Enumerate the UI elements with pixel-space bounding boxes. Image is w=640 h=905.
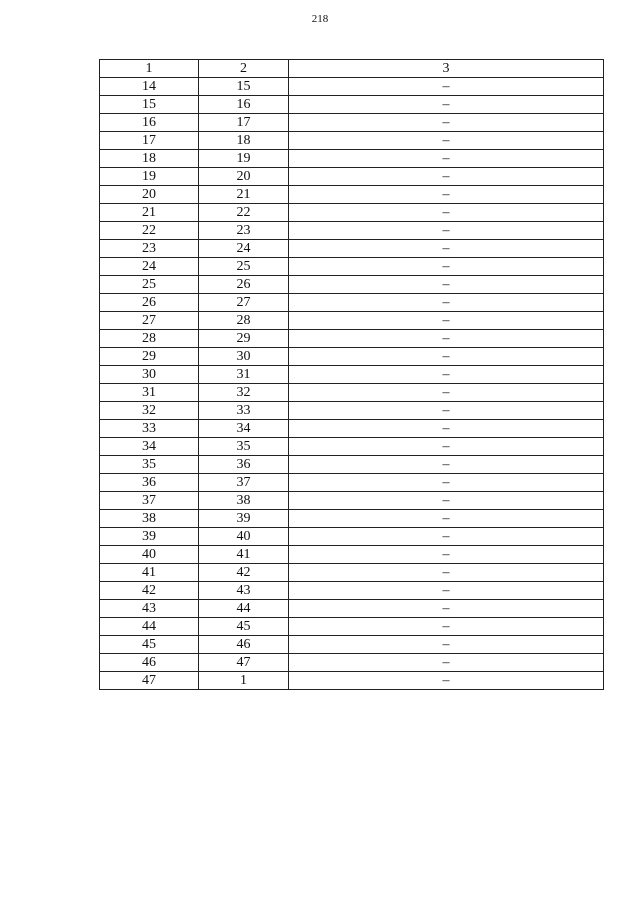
table-cell: 17 xyxy=(100,132,199,150)
table-cell: 15 xyxy=(100,96,199,114)
column-header: 2 xyxy=(199,60,289,78)
table-cell: – xyxy=(289,420,604,438)
table-cell: 28 xyxy=(199,312,289,330)
table-cell: 33 xyxy=(100,420,199,438)
table-cell: 30 xyxy=(199,348,289,366)
table-row xyxy=(100,618,604,636)
table-cell: 20 xyxy=(199,168,289,186)
table-row xyxy=(100,366,604,384)
table-row xyxy=(100,348,604,366)
table-row xyxy=(100,600,604,618)
table-cell: – xyxy=(289,510,604,528)
table-cell: 20 xyxy=(100,186,199,204)
table-cell: 29 xyxy=(199,330,289,348)
table-cell: 40 xyxy=(199,528,289,546)
table-row xyxy=(100,240,604,258)
table-row xyxy=(100,636,604,654)
table-cell: 37 xyxy=(100,492,199,510)
table-row xyxy=(100,582,604,600)
table-cell: 27 xyxy=(100,312,199,330)
table-row xyxy=(100,492,604,510)
table-cell: – xyxy=(289,474,604,492)
table-cell: 35 xyxy=(199,438,289,456)
table-cell: 22 xyxy=(199,204,289,222)
table-cell: – xyxy=(289,438,604,456)
table-cell: – xyxy=(289,330,604,348)
table-row xyxy=(100,222,604,240)
table-row xyxy=(100,330,604,348)
table-cell: 45 xyxy=(199,618,289,636)
table-cell: 19 xyxy=(199,150,289,168)
table-cell: 15 xyxy=(199,78,289,96)
table-cell: 42 xyxy=(100,582,199,600)
table-row xyxy=(100,528,604,546)
table-cell: 17 xyxy=(199,114,289,132)
table-cell: 16 xyxy=(199,96,289,114)
table-cell: – xyxy=(289,636,604,654)
column-header: 3 xyxy=(289,60,604,78)
table-cell: – xyxy=(289,258,604,276)
table-row xyxy=(100,96,604,114)
table-cell: 21 xyxy=(100,204,199,222)
table-cell: 36 xyxy=(199,456,289,474)
table-row xyxy=(100,420,604,438)
table-cell: 14 xyxy=(100,78,199,96)
table-cell: 21 xyxy=(199,186,289,204)
table-cell: – xyxy=(289,456,604,474)
table-cell: – xyxy=(289,312,604,330)
table-cell: – xyxy=(289,78,604,96)
table-cell: 23 xyxy=(100,240,199,258)
table-cell: – xyxy=(289,150,604,168)
table-cell: 45 xyxy=(100,636,199,654)
table-cell: – xyxy=(289,528,604,546)
table-cell: – xyxy=(289,546,604,564)
table-cell: 33 xyxy=(199,402,289,420)
table-cell: 31 xyxy=(199,366,289,384)
table-cell: 1 xyxy=(199,672,289,690)
table-cell: – xyxy=(289,168,604,186)
table-cell: – xyxy=(289,204,604,222)
table-cell: – xyxy=(289,384,604,402)
table-cell: 31 xyxy=(100,384,199,402)
table-row xyxy=(100,276,604,294)
table-cell: – xyxy=(289,366,604,384)
data-table xyxy=(99,59,604,690)
table-cell: – xyxy=(289,348,604,366)
table-cell: 25 xyxy=(199,258,289,276)
table-cell: 40 xyxy=(100,546,199,564)
table-cell: 19 xyxy=(100,168,199,186)
table-cell: 16 xyxy=(100,114,199,132)
page-number: 218 xyxy=(311,13,329,25)
table-cell: 32 xyxy=(100,402,199,420)
table-row xyxy=(100,312,604,330)
table-row xyxy=(100,168,604,186)
table-cell: 37 xyxy=(199,474,289,492)
table-cell: 44 xyxy=(199,600,289,618)
table-cell: 30 xyxy=(100,366,199,384)
table-cell: – xyxy=(289,654,604,672)
table-row xyxy=(100,438,604,456)
table-cell: – xyxy=(289,582,604,600)
table-cell: 42 xyxy=(199,564,289,582)
table-cell: 39 xyxy=(100,528,199,546)
table-cell: 46 xyxy=(100,654,199,672)
table-row xyxy=(100,456,604,474)
table-cell: 24 xyxy=(100,258,199,276)
table-cell: – xyxy=(289,294,604,312)
table-cell: 39 xyxy=(199,510,289,528)
table-cell: 38 xyxy=(199,492,289,510)
table-cell: – xyxy=(289,276,604,294)
table-cell: 29 xyxy=(100,348,199,366)
table-cell: – xyxy=(289,402,604,420)
table-cell: 22 xyxy=(100,222,199,240)
table-row xyxy=(100,402,604,420)
table-cell: 34 xyxy=(199,420,289,438)
table-row xyxy=(100,654,604,672)
table-row xyxy=(100,186,604,204)
table-cell: 41 xyxy=(199,546,289,564)
table-row xyxy=(100,546,604,564)
table-cell: – xyxy=(289,618,604,636)
table-cell: 44 xyxy=(100,618,199,636)
table-cell: 43 xyxy=(100,600,199,618)
table-cell: 34 xyxy=(100,438,199,456)
table-cell: – xyxy=(289,114,604,132)
table-row xyxy=(100,114,604,132)
table-cell: 36 xyxy=(100,474,199,492)
table-row xyxy=(100,294,604,312)
table-row xyxy=(100,78,604,96)
table-cell: – xyxy=(289,186,604,204)
table-row xyxy=(100,564,604,582)
table-cell: 23 xyxy=(199,222,289,240)
table-cell: 27 xyxy=(199,294,289,312)
table-cell: – xyxy=(289,222,604,240)
table-cell: 24 xyxy=(199,240,289,258)
table-cell: 26 xyxy=(100,294,199,312)
table-header-row xyxy=(100,60,604,78)
table-cell: 41 xyxy=(100,564,199,582)
table-row xyxy=(100,474,604,492)
table-cell: 47 xyxy=(100,672,199,690)
table-row xyxy=(100,132,604,150)
table-cell: 28 xyxy=(100,330,199,348)
table-cell: – xyxy=(289,492,604,510)
table-cell: – xyxy=(289,96,604,114)
table-row xyxy=(100,204,604,222)
table-row xyxy=(100,672,604,690)
table-cell: 38 xyxy=(100,510,199,528)
table-cell: – xyxy=(289,240,604,258)
table-cell: 18 xyxy=(100,150,199,168)
table-row xyxy=(100,258,604,276)
table-cell: – xyxy=(289,564,604,582)
table-cell: 35 xyxy=(100,456,199,474)
table-cell: 47 xyxy=(199,654,289,672)
table-cell: 18 xyxy=(199,132,289,150)
table-cell: 46 xyxy=(199,636,289,654)
table-cell: 43 xyxy=(199,582,289,600)
table-row xyxy=(100,384,604,402)
table-cell: – xyxy=(289,132,604,150)
table-cell: 26 xyxy=(199,276,289,294)
column-header: 1 xyxy=(100,60,199,78)
table-cell: 25 xyxy=(100,276,199,294)
table-row xyxy=(100,150,604,168)
table-cell: – xyxy=(289,672,604,690)
table-row xyxy=(100,510,604,528)
table-cell: 32 xyxy=(199,384,289,402)
table-cell: – xyxy=(289,600,604,618)
